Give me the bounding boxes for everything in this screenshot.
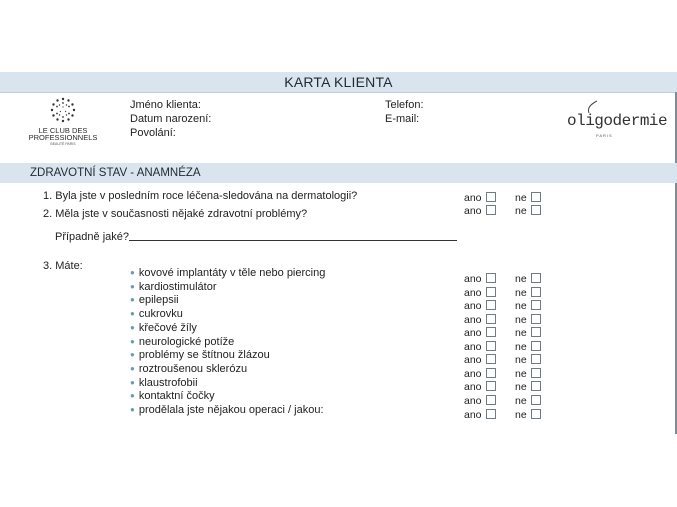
yes-label: ano [464,313,482,326]
answer-row [464,409,496,421]
no-label: ne [515,205,527,217]
leaf-flourish-icon [579,100,599,114]
condition-item [130,294,179,306]
yes-checkbox[interactable] [486,409,496,419]
answer-row [515,354,541,366]
no-label: ne [515,327,527,340]
no-checkbox[interactable] [531,327,541,337]
oligodermie-sub: PARIS [596,133,613,138]
no-checkbox[interactable] [531,395,541,405]
yes-label: ano [464,354,482,367]
condition-label: křečové žíly [138,321,197,334]
yes-label: ano [464,408,482,421]
page-title: KARTA KLIENTA [284,74,393,90]
bullet-icon: ● [130,377,135,387]
bullet-icon: ● [130,309,135,319]
answer-row [464,381,496,393]
condition-label: kovové implantáty v těle nebo piercing [138,267,326,279]
condition-label: cukrovku [138,308,183,321]
answer-row [515,192,541,204]
yes-label: ano [464,273,482,285]
condition-item [130,349,270,361]
no-label: ne [515,381,527,394]
answer-row [464,314,496,326]
no-checkbox[interactable] [531,287,541,297]
answer-row [464,287,496,299]
question-2: 2. Měla jste v současnosti nějaké zdravotní problémy? [43,208,308,220]
answer-row [464,300,496,312]
yes-label: ano [464,381,482,394]
answer-row [464,205,496,217]
condition-item [130,336,234,348]
no-checkbox[interactable] [531,341,541,351]
yes-label: ano [464,340,482,353]
sunburst-icon [22,96,104,124]
birth-date-label: Datum narození: [130,113,212,125]
yes-checkbox[interactable] [486,287,496,297]
condition-label: problémy se štítnou žlázou [138,349,270,362]
no-label: ne [515,192,527,204]
no-checkbox[interactable] [531,314,541,324]
condition-item [130,281,216,293]
condition-item [130,390,215,402]
condition-label: kardiostimulátor [138,280,217,293]
yes-checkbox[interactable] [486,395,496,405]
condition-item [130,363,247,375]
condition-item [130,322,197,334]
followup-line-field[interactable] [129,230,457,241]
condition-item [130,308,183,320]
no-checkbox[interactable] [531,354,541,364]
answer-row [515,327,541,339]
no-label: ne [515,354,527,367]
condition-label: prodělala jste nějakou operaci / jakou: [138,404,324,416]
yes-label: ano [464,192,482,204]
yes-checkbox[interactable] [486,273,496,283]
yes-checkbox[interactable] [486,300,496,310]
bullet-icon: ● [130,405,135,414]
answer-row [464,368,496,380]
no-checkbox[interactable] [531,381,541,391]
occupation-label: Povolání: [130,127,176,139]
answer-row [464,273,496,285]
yes-label: ano [464,205,482,217]
yes-label: ano [464,367,482,380]
no-label: ne [515,286,527,299]
oligodermie-wordmark: oligodermie [567,112,668,130]
yes-label: ano [464,394,482,407]
yes-checkbox[interactable] [486,192,496,202]
yes-checkbox[interactable] [486,314,496,324]
condition-label: kontaktní čočky [138,390,215,403]
answer-row [515,273,541,285]
answer-row [464,192,496,204]
client-name-label: Jméno klienta: [130,99,201,111]
answer-row [464,395,496,407]
answer-row [515,381,541,393]
condition-label: epilepsii [138,294,179,307]
club-name-line1: LE CLUB DES [38,126,88,135]
answer-row [515,341,541,353]
no-label: ne [515,394,527,407]
condition-label: roztroušenou sklerózu [138,362,248,375]
answer-row [515,368,541,380]
condition-label: neurologické potíže [138,335,235,348]
bullet-icon: ● [130,350,135,360]
condition-label: klaustrofobii [138,376,198,389]
question-1: 1. Byla jste v posledním roce léčena-sledována na dermatologii? [43,190,358,202]
yes-checkbox[interactable] [486,381,496,391]
club-logo [22,96,104,146]
condition-item [130,377,198,389]
yes-checkbox[interactable] [486,327,496,337]
followup-row [55,230,457,243]
yes-checkbox[interactable] [486,205,496,215]
club-name-line3: BEAUTÉ PARIS [50,142,76,146]
header-divider [0,92,677,93]
no-checkbox[interactable] [531,205,541,215]
answer-row [515,395,541,407]
answer-row [515,205,541,217]
bullet-icon: ● [130,268,135,277]
bullet-icon: ● [130,336,135,346]
no-label: ne [515,408,527,421]
condition-item [130,404,324,416]
no-checkbox[interactable] [531,368,541,378]
no-label: ne [515,300,527,313]
section-title: ZDRAVOTNÍ STAV - ANAMNÉZA [30,167,201,179]
email-label: E-mail: [385,113,420,125]
answer-row [464,341,496,353]
followup-label: Případně jaké? [55,231,129,243]
answer-row [464,354,496,366]
no-label: ne [515,313,527,326]
bullet-icon: ● [130,322,135,332]
yes-checkbox[interactable] [486,368,496,378]
no-label: ne [515,273,527,285]
oligodermie-logo [567,100,668,140]
no-label: ne [515,340,527,353]
yes-checkbox[interactable] [486,341,496,351]
answer-row [515,287,541,299]
yes-label: ano [464,327,482,340]
bullet-icon: ● [130,295,135,305]
condition-item [130,267,325,279]
answer-row [515,314,541,326]
yes-checkbox[interactable] [486,354,496,364]
club-name-line2: PROFESSIONNELS [28,133,98,142]
no-checkbox[interactable] [531,192,541,202]
answer-row [515,409,541,421]
bullet-icon: ● [130,363,135,373]
no-checkbox[interactable] [531,273,541,283]
bullet-icon: ● [130,281,135,291]
bullet-icon: ● [130,391,135,401]
no-checkbox[interactable] [531,409,541,419]
yes-label: ano [464,300,482,313]
no-checkbox[interactable] [531,300,541,310]
answer-row [464,327,496,339]
phone-label: Telefon: [385,99,424,111]
answer-row [515,300,541,312]
question-3: 3. Máte: [43,260,83,272]
no-label: ne [515,367,527,380]
yes-label: ano [464,286,482,299]
